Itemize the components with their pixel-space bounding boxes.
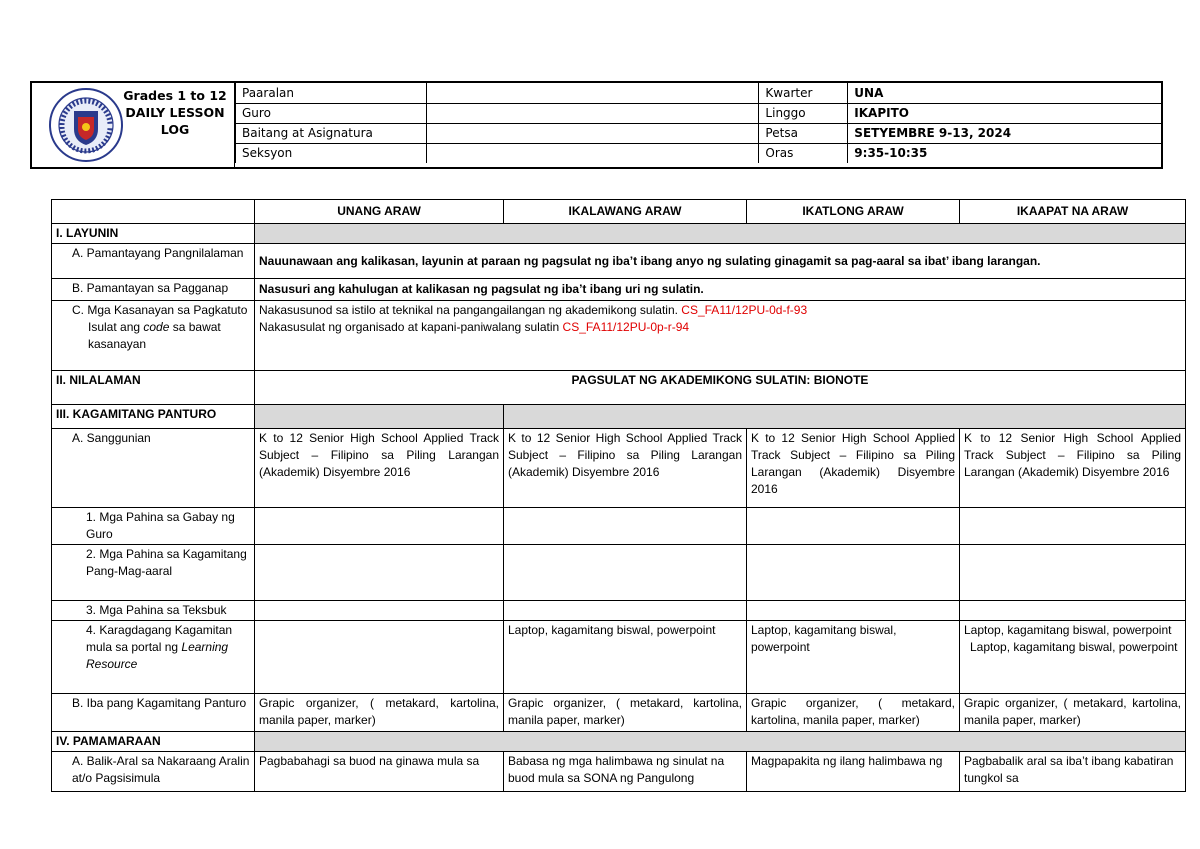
kagamitan-row: [52, 405, 1186, 429]
karagdagang-day-1: [255, 621, 504, 694]
title-line-1: Grades 1 to 12: [123, 88, 227, 103]
gabay-day-4: [960, 508, 1186, 545]
title-line-2: DAILY LESSON: [125, 105, 225, 120]
competency-code-2: CS_FA11/12PU-0p-r-94: [562, 320, 690, 334]
kasanayan-sub-post: sa bawat kasanayan: [88, 320, 221, 351]
teacher-label: Guro: [236, 103, 427, 123]
grade-subject-value: [426, 123, 759, 143]
kasanayan-sub-code: code: [143, 320, 170, 334]
pamantayan-pagganap-row: [52, 279, 1186, 301]
sanggunian-day-3: K to 12 Senior High School Applied Track Subject – Filipino sa Piling Larangan (Akademik) Disyembre 2016: [747, 429, 960, 508]
kasanayan-sub: [72, 319, 250, 353]
pamamaraan-row: [52, 732, 1186, 752]
iba-day-2: Grapic organizer, ( metakard, kartolina, manila paper, marker): [504, 694, 747, 732]
teksbuk-day-2: [504, 601, 747, 621]
balik-aral-day-1: Pagbabahagi sa buod na ginawa mula sa: [255, 752, 504, 792]
gabay-row: [52, 508, 1186, 545]
balik-aral-label: A. Balik-Aral sa Nakaraang Aralin at/o Pagsisimula: [52, 752, 255, 792]
gabay-label: 1. Mga Pahina sa Gabay ng Guro: [52, 508, 255, 545]
teksbuk-day-1: [255, 601, 504, 621]
header-info-table: [235, 83, 1161, 163]
balik-aral-row: [52, 752, 1186, 792]
time-value: 9:35-10:35: [848, 143, 1161, 163]
pamamaraan-fill: [255, 732, 1186, 752]
dll-title: [120, 87, 230, 138]
quarter-value: UNA: [848, 83, 1161, 103]
quarter-label: Kwarter: [759, 83, 848, 103]
pamantayan-pagganap-text: Nasusuri ang kahulugan at kalikasan ng pagsulat ng iba’t ibang uri ng sulatin.: [255, 279, 1186, 301]
laptop-text-repeat: Laptop, kagamitang biswal, powerpoint: [970, 640, 1178, 654]
title-line-3: LOG: [160, 122, 190, 137]
pamamaraan-heading: IV. PAMAMARAAN: [52, 732, 255, 752]
balik-aral-day-3: Magpapakita ng ilang halimbawa ng: [747, 752, 960, 792]
kasanayan-label: [52, 301, 255, 371]
kasanayan-sub-pre: Isulat ang: [88, 320, 144, 334]
header-row: [236, 103, 1162, 123]
karagdagang-day-3: [747, 621, 960, 694]
pangmag-day-2: [504, 545, 747, 601]
karagdagang-row: [52, 621, 1186, 694]
sanggunian-day-2: K to 12 Senior High School Applied Track Subject – Filipino sa Piling Larangan (Akademik) Disyembre 2016: [504, 429, 747, 508]
karagdagang-label-em: Learning Resource: [86, 640, 229, 671]
week-label: Linggo: [759, 103, 848, 123]
laptop-text: Laptop, kagamitang biswal, powerpoint: [964, 623, 1172, 637]
day-2-header: IKALAWANG ARAW: [504, 200, 747, 224]
iba-label: B. Iba pang Kagamitang Panturo: [52, 694, 255, 732]
pamantayang-pangnilalaman-label: A. Pamantayang Pangnilalaman: [52, 244, 255, 279]
corner-cell: [52, 200, 255, 224]
day-3-header: IKATLONG ARAW: [747, 200, 960, 224]
laptop-text: Laptop, kagamitang biswal, powerpoint: [751, 623, 897, 654]
balik-aral-day-4: Pagbabalik aral sa iba’t ibang kabatiran tungkol sa: [960, 752, 1186, 792]
logo-cell: [32, 83, 235, 167]
school-label: Paaralan: [236, 83, 427, 103]
header-row: [236, 123, 1162, 143]
iba-day-4: Grapic organizer, ( metakard, kartolina, manila paper, marker): [960, 694, 1186, 732]
kagamitan-fill-1: [255, 405, 504, 429]
kasanayan-line-1-text: Nakasusunod sa istilo at teknikal na pangangailangan ng akademikong sulatin.: [259, 303, 682, 317]
grade-subject-label: Baitang at Asignatura: [236, 123, 427, 143]
date-label: Petsa: [759, 123, 848, 143]
teacher-value: [426, 103, 759, 123]
lesson-plan-table: [51, 199, 1186, 792]
week-value: IKAPITO: [848, 103, 1161, 123]
iba-day-3: Grapic organizer, ( metakard, kartolina, manila paper, marker): [747, 694, 960, 732]
nilalaman-text: PAGSULAT NG AKADEMIKONG SULATIN: BIONOTE: [255, 371, 1186, 405]
kasanayan-row: [52, 301, 1186, 371]
header-row: [236, 83, 1162, 103]
gabay-day-1: [255, 508, 504, 545]
school-value: [426, 83, 759, 103]
kagamitan-heading: III. KAGAMITANG PANTURO: [52, 405, 255, 429]
day-1-header: UNANG ARAW: [255, 200, 504, 224]
laptop-text: Laptop, kagamitang biswal, powerpoint: [508, 623, 716, 637]
sanggunian-day-1: K to 12 Senior High School Applied Track Subject – Filipino sa Piling Larangan (Akademik) Disyembre 2016: [255, 429, 504, 508]
pamantayan-pagganap-label: B. Pamantayan sa Pagganap: [52, 279, 255, 301]
dll-header: [30, 81, 1163, 169]
pangmag-day-1: [255, 545, 504, 601]
kasanayan-text: [255, 301, 1186, 371]
pangmag-day-4: [960, 545, 1186, 601]
sanggunian-label: A. Sanggunian: [52, 429, 255, 508]
day-header-row: [52, 200, 1186, 224]
sanggunian-row: [52, 429, 1186, 508]
layunin-fill: [255, 224, 1186, 244]
teksbuk-row: [52, 601, 1186, 621]
time-label: Oras: [759, 143, 848, 163]
kasanayan-title: C. Mga Kasanayan sa Pagkatuto: [72, 303, 248, 317]
karagdagang-label-text: 4. Karagdagang Kagamitan mula sa portal ng: [86, 623, 233, 654]
section-label: Seksyon: [236, 143, 427, 163]
teksbuk-label: 3. Mga Pahina sa Teksbuk: [52, 601, 255, 621]
sanggunian-day-4: K to 12 Senior High School Applied Track Subject – Filipino sa Piling Larangan (Akademik) Disyembre 2016: [960, 429, 1186, 508]
section-value: [426, 143, 759, 163]
date-value: SETYEMBRE 9-13, 2024: [848, 123, 1161, 143]
karagdagang-day-2: [504, 621, 747, 694]
layunin-heading: I. LAYUNIN: [52, 224, 255, 244]
karagdagang-label: [52, 621, 255, 694]
gabay-day-2: [504, 508, 747, 545]
nilalaman-row: [52, 371, 1186, 405]
teksbuk-day-3: [747, 601, 960, 621]
pamantayang-pangnilalaman-row: [52, 244, 1186, 279]
day-4-header: IKAAPAT NA ARAW: [960, 200, 1186, 224]
gabay-day-3: [747, 508, 960, 545]
pamantayang-pangnilalaman-text: Nauunawaan ang kalikasan, layunin at paraan ng pagsulat ng iba’t ibang anyo ng sulating ginagamit sa pag-aaral sa ibat’ ibang larangan.: [255, 244, 1186, 279]
kasanayan-line-2: [259, 319, 1181, 336]
nilalaman-heading: II. NILALAMAN: [52, 371, 255, 405]
iba-row: [52, 694, 1186, 732]
header-row: [236, 143, 1162, 163]
iba-day-1: Grapic organizer, ( metakard, kartolina, manila paper, marker): [255, 694, 504, 732]
pangmag-label: 2. Mga Pahina sa Kagamitang Pang-Mag-aaral: [52, 545, 255, 601]
kasanayan-line-1: [259, 302, 1181, 319]
karagdagang-day-4: [960, 621, 1186, 694]
balik-aral-day-2: Babasa ng mga halimbawa ng sinulat na buod mula sa SONA ng Pangulong: [504, 752, 747, 792]
layunin-row: [52, 224, 1186, 244]
kasanayan-line-2-text: Nakasusulat ng organisado at kapani-paniwalang sulatin: [259, 320, 563, 334]
teksbuk-day-4: [960, 601, 1186, 621]
deped-seal-icon: [48, 87, 124, 163]
competency-code-1: CS_FA11/12PU-0d-f-93: [681, 303, 808, 317]
pangmag-day-3: [747, 545, 960, 601]
pangmag-row: [52, 545, 1186, 601]
kagamitan-fill-2: [504, 405, 1186, 429]
